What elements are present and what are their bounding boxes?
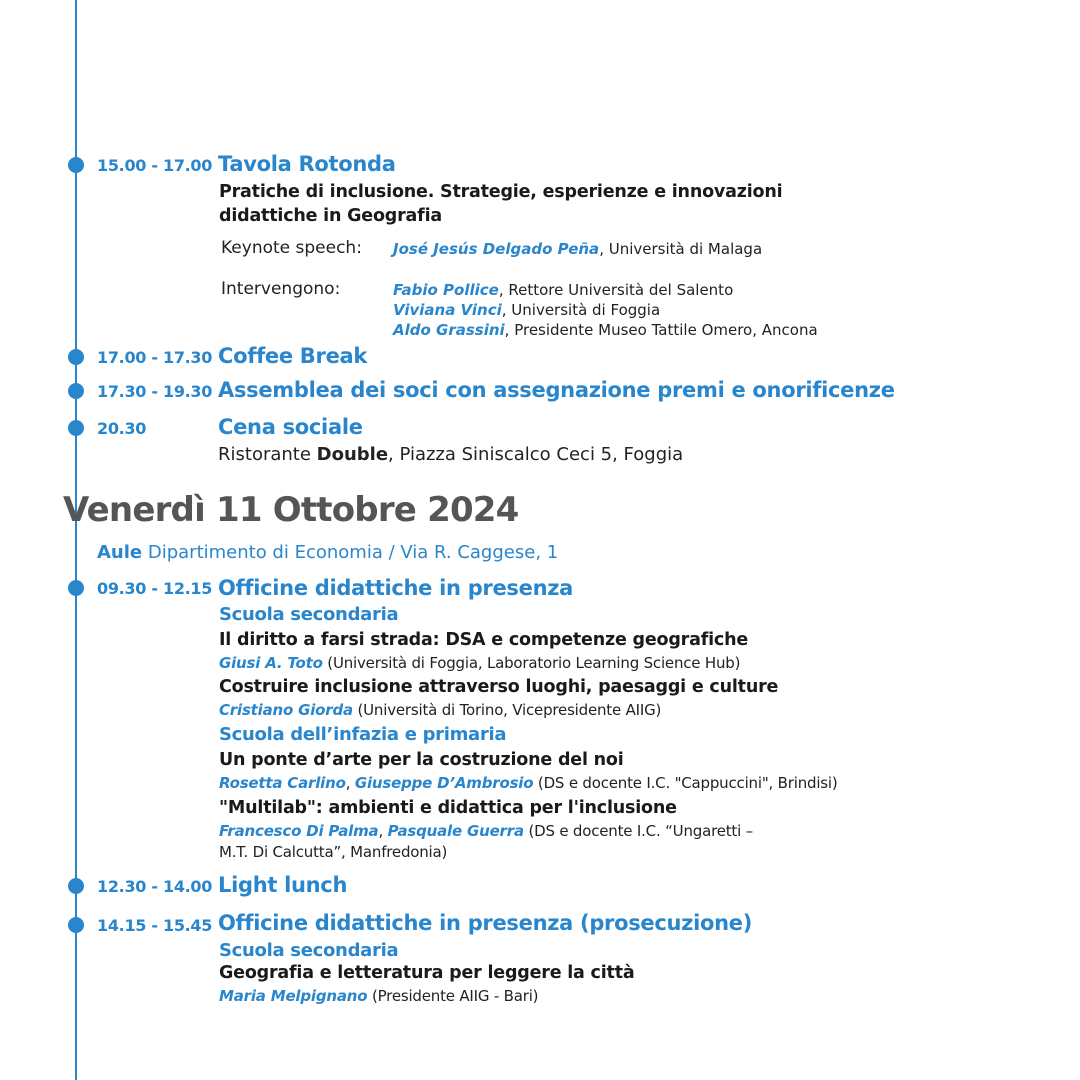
event-subtitle: Pratiche di inclusione. Strategie, esperienze e innovazioni bbox=[219, 182, 783, 202]
speaker-affiliation: (Università di Foggia, Laboratorio Learning Science Hub) bbox=[322, 654, 741, 672]
event-time: 17.00 - 17.30 bbox=[97, 348, 213, 367]
event-title: Officine didattiche in presenza bbox=[218, 576, 574, 600]
speaker-affiliation: , Università di Malaga bbox=[599, 240, 763, 258]
talk-title: "Multilab": ambienti e didattica per l'inclusione bbox=[219, 798, 677, 818]
speaker-affiliation: , Presidente Museo Tattile Omero, Ancona bbox=[504, 321, 818, 339]
timeline-dot bbox=[68, 917, 84, 933]
timeline-dot bbox=[68, 349, 84, 365]
event-time: 14.15 - 15.45 bbox=[97, 916, 213, 935]
event-time: 09.30 - 12.15 bbox=[97, 579, 213, 598]
venue-line bbox=[97, 542, 558, 563]
event-location bbox=[218, 444, 683, 465]
venue-address: Dipartimento di Economia / Via R. Caggese, 1 bbox=[142, 542, 559, 563]
venue-label: Aule bbox=[97, 542, 143, 563]
speakers-label: Intervengono: bbox=[221, 279, 341, 299]
speaker-affiliation: (Università di Torino, Vicepresidente AIIG) bbox=[352, 701, 662, 719]
restaurant-name: Double bbox=[316, 444, 389, 465]
speaker-name: Pasquale Guerra bbox=[387, 822, 524, 840]
speaker-name: Fabio Pollice bbox=[393, 281, 499, 299]
speaker-name: Aldo Grassini bbox=[393, 321, 505, 339]
event-title: Assemblea dei soci con assegnazione premi e onorificenze bbox=[218, 378, 895, 402]
speaker-name: Francesco Di Palma bbox=[219, 822, 379, 840]
talk-speakers bbox=[219, 654, 740, 672]
timeline-dot bbox=[68, 580, 84, 596]
speaker-affiliation: (Presidente AIIG - Bari) bbox=[367, 987, 539, 1005]
event-title: Light lunch bbox=[218, 873, 348, 897]
section-heading: Scuola secondaria bbox=[219, 940, 399, 961]
location-address: , Piazza Siniscalco Ceci 5, Foggia bbox=[388, 444, 684, 465]
speaker-line bbox=[393, 281, 733, 299]
event-subtitle: didattiche in Geografia bbox=[219, 206, 442, 226]
timeline-dot bbox=[68, 878, 84, 894]
section-heading: Scuola dell’infazia e primaria bbox=[219, 724, 507, 745]
talk-speakers-continued: M.T. Di Calcutta”, Manfredonia) bbox=[219, 843, 448, 861]
event-time: 12.30 - 14.00 bbox=[97, 877, 213, 896]
event-title: Tavola Rotonda bbox=[218, 152, 396, 176]
speaker-name: Rosetta Carlino bbox=[219, 774, 346, 792]
location-prefix: Ristorante bbox=[218, 444, 317, 465]
timeline-dot bbox=[68, 420, 84, 436]
event-title: Cena sociale bbox=[218, 415, 363, 439]
talk-speakers bbox=[219, 822, 753, 840]
talk-speakers bbox=[219, 774, 838, 792]
name-separator: , bbox=[378, 822, 388, 840]
name-separator: , bbox=[345, 774, 355, 792]
speaker-name: Cristiano Giorda bbox=[219, 701, 353, 719]
speaker-name: José Jesús Delgado Peña bbox=[393, 240, 600, 258]
event-title: Officine didattiche in presenza (prosecuzione) bbox=[218, 911, 753, 935]
speaker-name: Maria Melpignano bbox=[219, 987, 368, 1005]
keynote-label: Keynote speech: bbox=[221, 238, 362, 258]
section-heading: Scuola secondaria bbox=[219, 604, 399, 625]
talk-speakers bbox=[219, 987, 538, 1005]
speaker-affiliation: (DS e docente I.C. “Ungaretti – bbox=[523, 822, 753, 840]
talk-title: Costruire inclusione attraverso luoghi, paesaggi e culture bbox=[219, 677, 779, 697]
speaker-name: Giusi A. Toto bbox=[219, 654, 323, 672]
event-time: 17.30 - 19.30 bbox=[97, 382, 213, 401]
event-time: 20.30 bbox=[97, 419, 147, 438]
speaker-name: Viviana Vinci bbox=[393, 301, 502, 319]
talk-title: Un ponte d’arte per la costruzione del noi bbox=[219, 750, 624, 770]
event-title: Coffee Break bbox=[218, 344, 368, 368]
day-heading: Venerdì 11 Ottobre 2024 bbox=[63, 490, 519, 530]
talk-title: Geografia e letteratura per leggere la città bbox=[219, 963, 635, 983]
talk-speakers bbox=[219, 701, 661, 719]
speaker-affiliation: (DS e docente I.C. "Cappuccini", Brindisi) bbox=[533, 774, 838, 792]
speaker-affiliation: , Rettore Università del Salento bbox=[498, 281, 734, 299]
timeline-dot bbox=[68, 383, 84, 399]
event-time: 15.00 - 17.00 bbox=[97, 156, 213, 175]
speaker-line bbox=[393, 301, 660, 319]
timeline-dot bbox=[68, 157, 84, 173]
keynote-line bbox=[393, 240, 762, 258]
talk-title: Il diritto a farsi strada: DSA e competenze geografiche bbox=[219, 630, 749, 650]
speaker-name: Giuseppe D’Ambrosio bbox=[354, 774, 534, 792]
speaker-affiliation: , Università di Foggia bbox=[501, 301, 661, 319]
speaker-line bbox=[393, 321, 818, 339]
